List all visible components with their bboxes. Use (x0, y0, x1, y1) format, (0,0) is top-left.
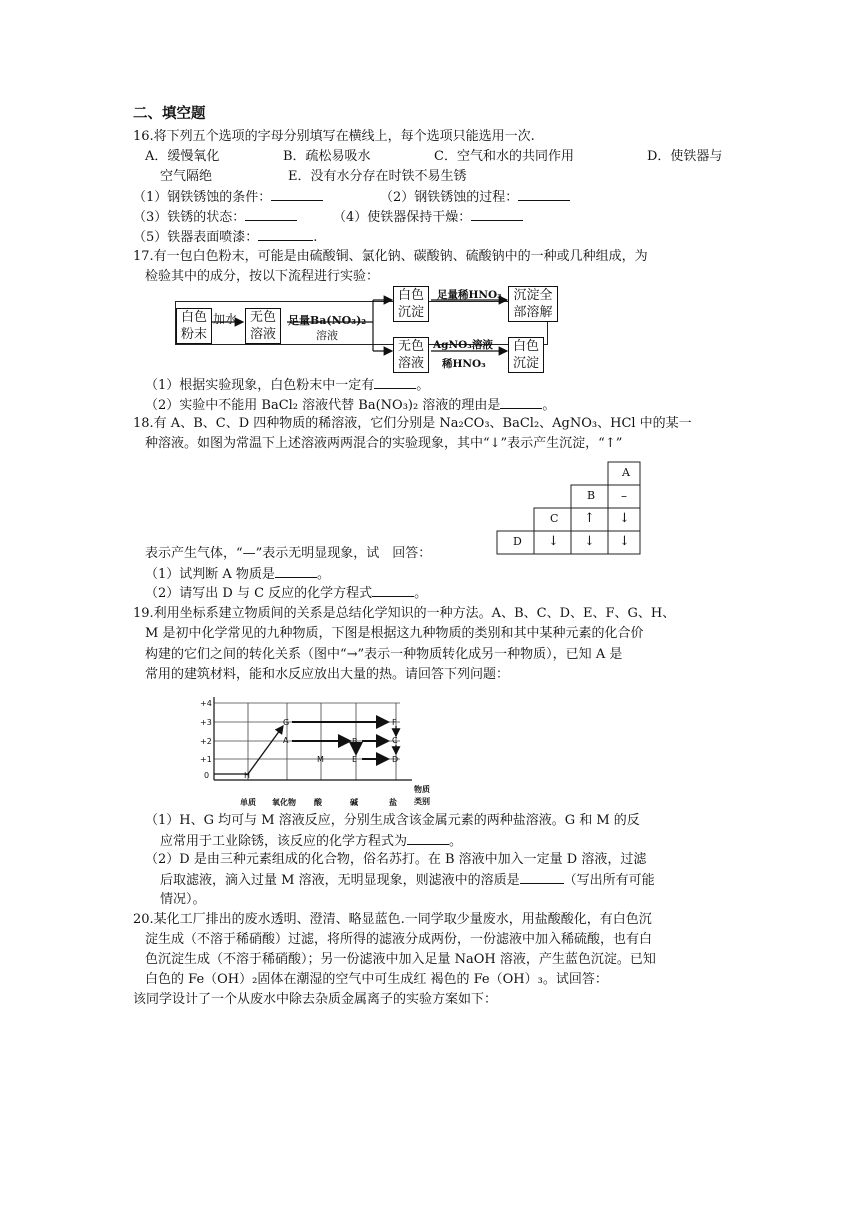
q19-stem-line2: M 是初中化学常见的九种物质，下图是根据这九种物质的类别和其中某种元素的化合价 (145, 626, 644, 641)
table-cell-c-a: ↓ (619, 511, 630, 526)
q16-option-b: B．疏松易吸水 (283, 149, 371, 164)
point-a: A (283, 736, 289, 745)
table-cell-c-b: ↑ (584, 511, 595, 526)
flow-box-colorless-solution: 无色 溶液 (245, 308, 281, 344)
q16-option-c: C．空气和水的共同作用 (434, 149, 574, 164)
q19-sub-1-line1: （1）H、G 均可与 M 溶液反应，分别生成含该金属元素的两种盐溶液。G 和 M 的反 (145, 813, 640, 828)
point-d: D (392, 755, 399, 764)
table-cell-d-b: ↓ (584, 534, 595, 549)
flow-box-white-precipitate-2: 白色 沉淀 (508, 337, 544, 373)
flow-label-reagent-ba-nitrate: 足量Ba(NO₃)₂ (288, 314, 367, 327)
q16-sub-2: （2）钢铁锈蚀的过程： (380, 188, 570, 207)
q20-line3: 色沉淀生成（不溶于稀硝酸）；另一份滤液中加入足量 NaOH 溶液，产生蓝色沉淀。已知 (145, 952, 656, 967)
x-tick-base: 碱 (350, 798, 358, 807)
q19-valence-chart (190, 692, 450, 810)
q16-sub-1: （1）钢铁锈蚀的条件： (133, 188, 323, 207)
x-tick-salt: 盐 (389, 798, 397, 807)
flow-box-white-precipitate: 白色 沉淀 (393, 286, 429, 322)
q16-sub-3: （3）铁锈的状态： (133, 208, 297, 227)
flow-label-dilute-nitric-2: 稀HNO₃ (442, 358, 486, 370)
q18-stem-line3: 表示产生气体，“—”表示无明显现象，试 回答： (145, 546, 432, 561)
answer-blank[interactable] (471, 208, 523, 221)
point-f: F (392, 718, 397, 727)
q18-stem-line1: 18.有 A、B、C、D 四种物质的稀溶液，它们分别是 Na₂CO₃、BaCl₂、AgNO₃、HCl 中的某一 (133, 416, 692, 431)
table-cell-d-c: ↓ (548, 534, 559, 549)
answer-blank[interactable] (407, 832, 449, 845)
q16-option-d: D．使铁器与 (647, 149, 723, 164)
q16-sub-5: （5）铁器表面喷漆： . (133, 230, 318, 245)
flow-label-add-water: 加水 (213, 312, 238, 326)
table-header-d: D (513, 535, 522, 548)
flow-box-white-powder: 白色 粉末 (176, 308, 212, 344)
q17-stem-line2: 检验其中的成分，按以下流程进行实验： (145, 269, 380, 284)
q19-sub-2-line2: 后取滤液，滴入过量 M 溶液，无明显现象，则滤液中的溶质是 （写出所有可能 (160, 873, 655, 888)
answer-blank[interactable] (245, 208, 297, 221)
x-tick-oxide: 氧化物 (272, 798, 296, 807)
q19-stem-line3: 构建的它们之间的转化关系（图中“→”表示一种物质转化成另一种物质），已知 A 是 (145, 647, 623, 662)
q20-line4: 白色的 Fe（OH）₂固体在潮湿的空气中可生成红 褐色的 Fe（OH）₃。试回答： (145, 972, 608, 987)
q19-stem-line1: 19.利用坐标系建立物质间的关系是总结化学知识的一种方法。A、B、C、D、E、F、G、H、 (133, 606, 676, 621)
point-e: E (352, 755, 358, 764)
x-axis-unit-2: 类别 (414, 797, 430, 806)
y-tick-plus3: +3 (200, 718, 212, 727)
q20-line1: 20.某化工厂排出的废水透明、澄清、略显蓝色.一同学取少量废水，用盐酸酸化，有白色沉 (133, 912, 652, 927)
q16-sub-4: （4）使铁器保持干燥： (333, 208, 523, 227)
y-tick-zero: 0 (204, 771, 210, 780)
answer-blank[interactable] (520, 871, 564, 884)
y-tick-plus2: +2 (200, 737, 212, 746)
flow-label-reagent-ba-nitrate-solution: 溶液 (316, 329, 338, 342)
q18-sub-1: （1）试判断 A 物质是 。 (145, 567, 330, 582)
q18-sub-2: （2）请写出 D 与 C 反应的化学方程式 。 (145, 586, 428, 601)
flow-box-colorless-solution-2: 无色 溶液 (393, 337, 429, 373)
q19-sub-2-line1: （2）D 是由三种元素组成的化合物，俗名苏打。在 B 溶液中加入一定量 D 溶液，过滤 (145, 852, 647, 867)
flow-label-silver-nitrate: AgNO₃溶液 (433, 339, 493, 351)
x-tick-element: 单质 (240, 798, 256, 807)
q17-sub-2: （2）实验中不能用 BaCl₂ 溶液代替 Ba(NO₃)₂ 溶液的理由是 。 (145, 398, 556, 413)
section-title: 二、填空题 (133, 105, 206, 122)
table-cell-d-a: ↓ (619, 534, 630, 549)
answer-blank[interactable] (518, 188, 570, 201)
point-c: C (392, 736, 398, 745)
point-m: M (317, 755, 324, 764)
q17-sub-1: （1）根据实验现象，白色粉末中一定有 。 (145, 378, 430, 393)
table-header-c: C (550, 512, 559, 525)
q20-line5: 该同学设计了一个从废水中除去杂质金属离子的实验方案如下： (133, 992, 498, 1007)
table-header-b: B (587, 489, 596, 502)
flow-box-precipitate-dissolved: 沉淀全 部溶解 (508, 286, 558, 322)
point-h: H (244, 771, 251, 780)
flow-label-dilute-nitric: 足量稀HNO₃ (437, 289, 502, 301)
q19-sub-2-line3: 情况）。 (160, 892, 206, 907)
q19-stem-line4: 常用的建筑材料，能和水反应放出大量的热。请回答下列问题： (145, 667, 510, 682)
table-cell-b-a: – (621, 489, 627, 503)
q19-sub-1-line2: 应常用于工业除锈，该反应的化学方程式为 。 (160, 834, 463, 849)
answer-blank[interactable] (271, 188, 323, 201)
x-tick-acid: 酸 (314, 798, 322, 807)
y-tick-plus1: +1 (200, 755, 212, 764)
table-header-a: A (622, 466, 630, 479)
point-b: B (352, 737, 358, 746)
q16-stem: 16.将下列五个选项的字母分别填写在横线上，每个选项只能选用一次. (133, 129, 535, 144)
q16-option-e: E．没有水分存在时铁不易生锈 (288, 169, 467, 184)
q16-option-d-cont: 空气隔绝 (160, 169, 213, 184)
answer-blank[interactable] (500, 396, 542, 409)
y-tick-plus4: +4 (200, 699, 212, 708)
q17-stem-line1: 17.有一包白色粉末，可能是由硫酸铜、氯化钠、碳酸钠、硫酸钠中的一种或几种组成，为 (133, 249, 648, 264)
answer-blank[interactable] (374, 376, 416, 389)
answer-blank[interactable] (275, 565, 317, 578)
x-axis-unit-1: 物质 (414, 785, 430, 794)
q20-line2: 淀生成（不溶于稀硝酸）过滤，将所得的滤液分成两份，一份滤液中加入稀硫酸，也有白 (145, 932, 653, 947)
q18-stem-line2: 种溶液。如图为常温下上述溶液两两混合的实验现象，其中“↓”表示产生沉淀，“↑” (145, 436, 623, 451)
q16-option-a: A．缓慢氧化 (145, 149, 220, 164)
answer-blank[interactable] (372, 584, 414, 597)
answer-blank[interactable] (258, 228, 313, 241)
point-g: G (283, 718, 290, 727)
